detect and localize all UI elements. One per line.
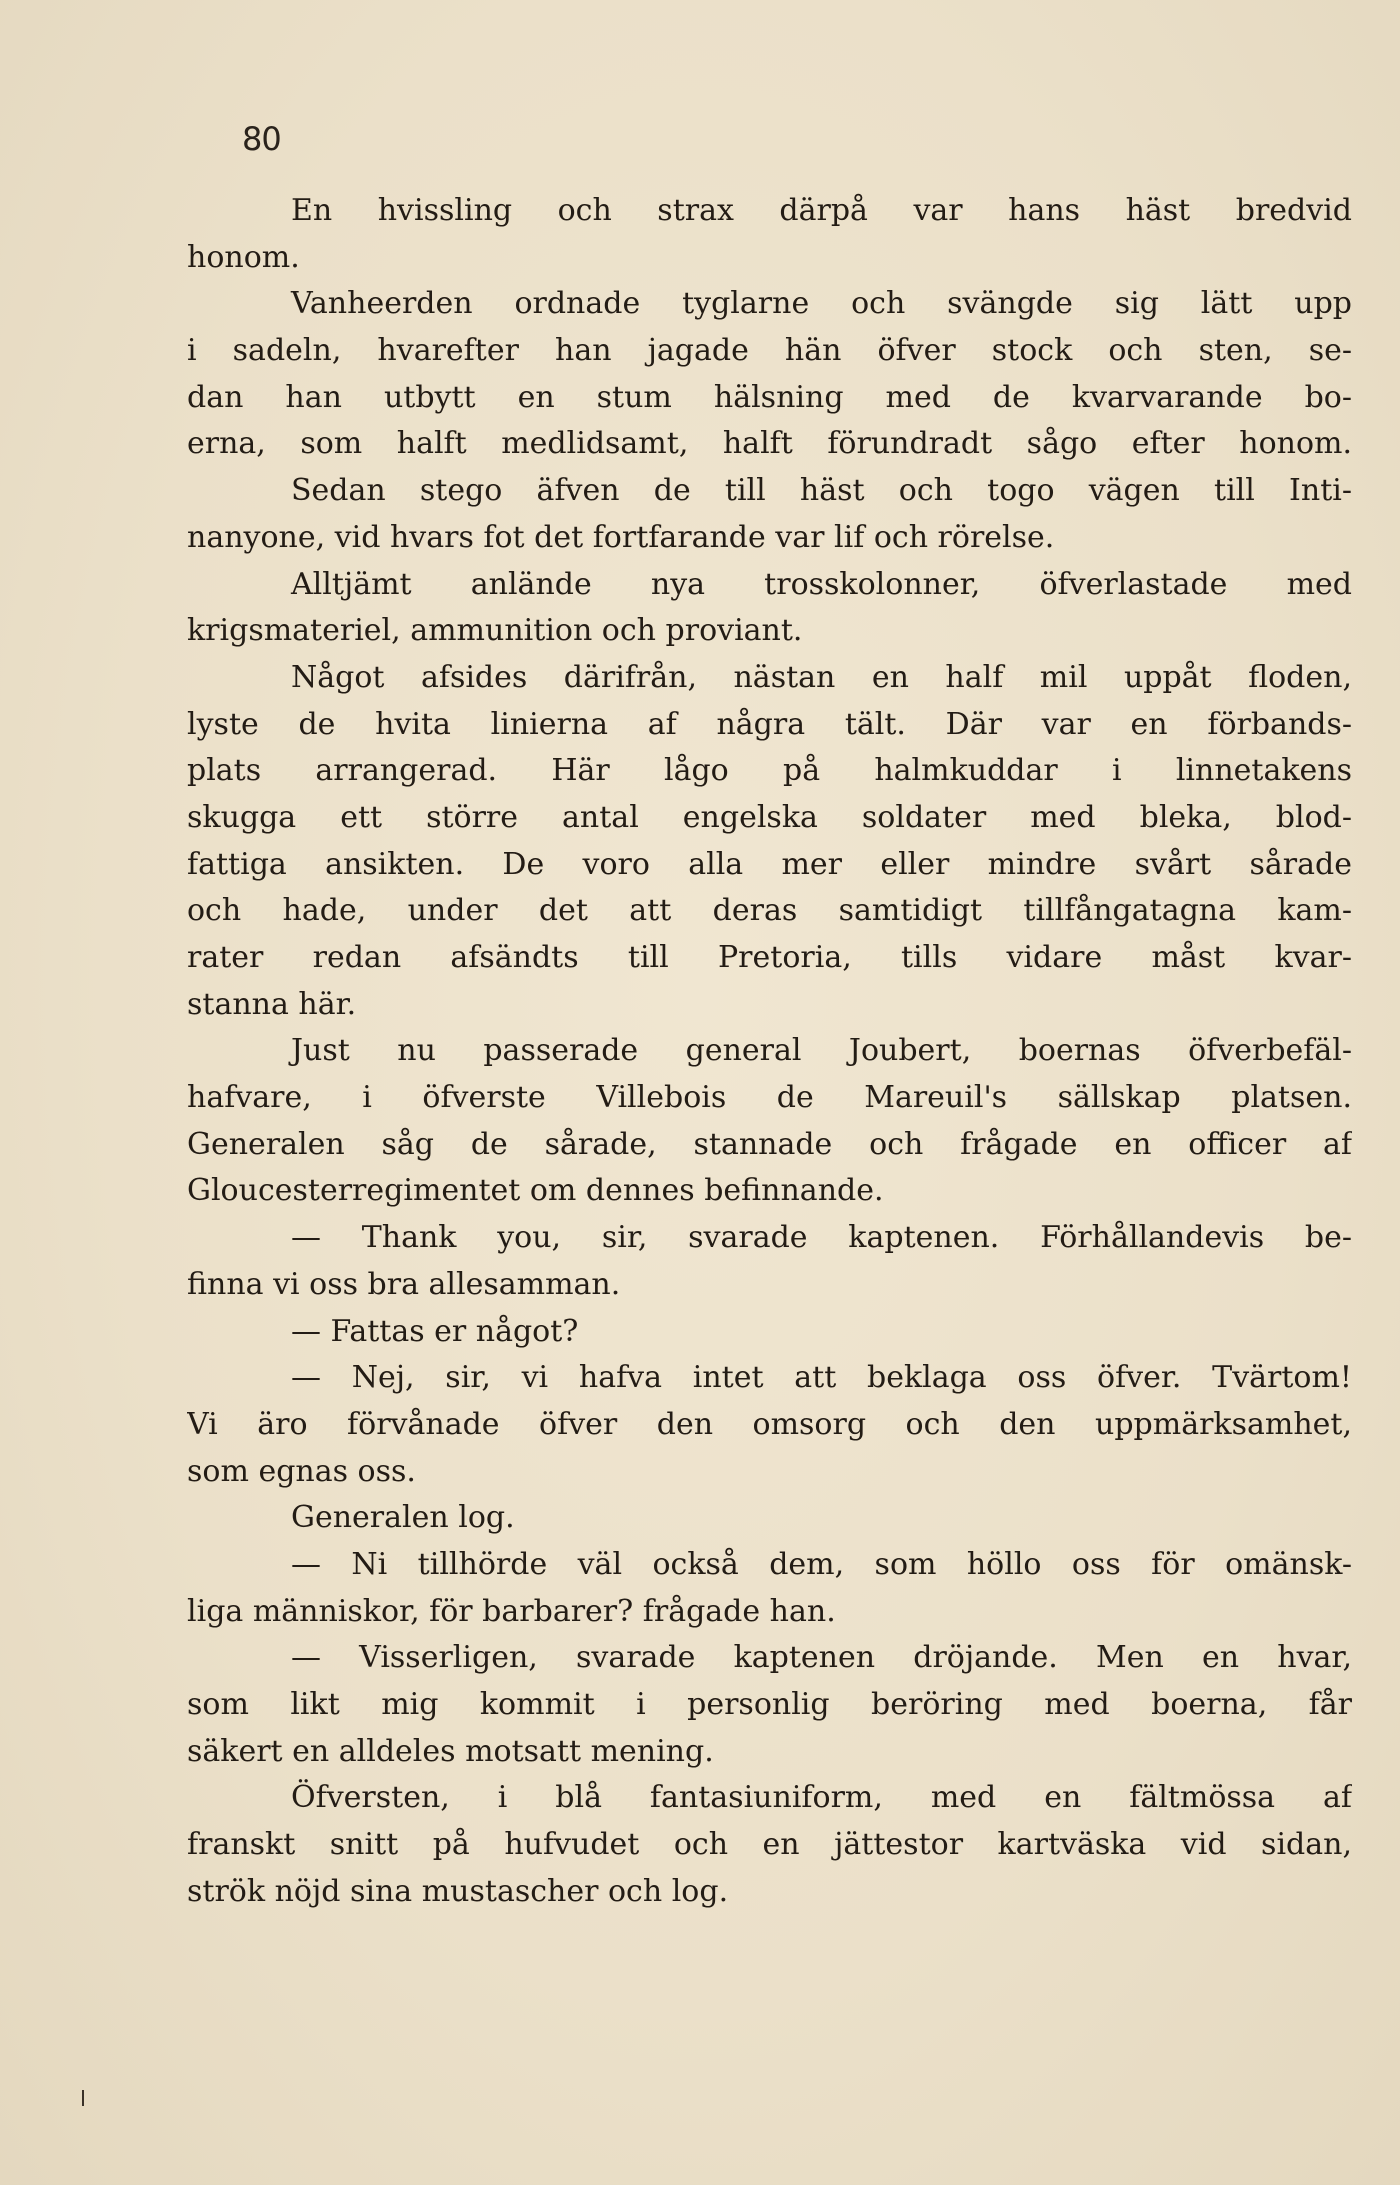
text-line: plats arrangerad. Här lågo på halmkuddar i linnetakens bbox=[187, 753, 1352, 789]
text-line: Vanheerden ordnade tyglarne och svängde sig lätt upp bbox=[291, 286, 1352, 322]
text-line: Öfversten, i blå fantasiuniform, med en fältmössa af bbox=[291, 1780, 1352, 1816]
text-line: Sedan stego äfven de till häst och togo vägen till Inti- bbox=[291, 473, 1352, 509]
text-line: — Visserligen, svarade kaptenen dröjande. Men en hvar, bbox=[291, 1640, 1352, 1676]
text-line: dan han utbytt en stum hälsning med de kvarvarande bo- bbox=[187, 379, 1352, 415]
text-line: — Nej, sir, vi hafva intet att beklaga oss öfver. Tvärtom! bbox=[291, 1360, 1352, 1396]
text-line: Generalen log. bbox=[291, 1500, 515, 1536]
text-line: och hade, under det att deras samtidigt tillfångatagna kam- bbox=[187, 893, 1352, 929]
text-line: erna, som halft medlidsamt, halft förundradt sågo efter honom. bbox=[187, 426, 1352, 462]
page-number: 80 bbox=[242, 120, 281, 158]
text-line: säkert en alldeles motsatt mening. bbox=[187, 1733, 714, 1769]
text-line: liga människor, för barbarer? frågade han. bbox=[187, 1593, 836, 1629]
text-line: hafvare, i öfverste Villebois de Mareuil's sällskap platsen. bbox=[187, 1080, 1352, 1116]
text-line: lyste de hvita linierna af några tält. Där var en förbands- bbox=[187, 706, 1352, 742]
text-line: strök nöjd sina mustascher och log. bbox=[187, 1873, 729, 1909]
text-line: finna vi oss bra allesamman. bbox=[187, 1266, 621, 1302]
text-line: En hvissling och strax därpå var hans häst bredvid bbox=[291, 193, 1352, 228]
text-line: nanyone, vid hvars fot det fortfarande var lif och rörelse. bbox=[187, 519, 1055, 555]
text-line: Alltjämt anlände nya trosskolonner, öfverlastade med bbox=[291, 566, 1352, 602]
text-line: — Thank you, sir, svarade kaptenen. Förhållandevis be- bbox=[291, 1220, 1352, 1256]
text-line: — Ni tillhörde väl också dem, som höllo oss för omänsk- bbox=[291, 1546, 1352, 1582]
text-line: fattiga ansikten. De voro alla mer eller mindre svårt sårade bbox=[187, 846, 1352, 882]
text-line: — Fattas er något? bbox=[291, 1313, 579, 1349]
text-line: franskt snitt på hufvudet och en jättestor kartväska vid sidan, bbox=[187, 1827, 1352, 1863]
text-line: skugga ett större antal engelska soldater med bleka, blod- bbox=[187, 799, 1352, 835]
text-line: stanna här. bbox=[187, 986, 357, 1022]
text-line: honom. bbox=[187, 239, 300, 275]
margin-mark bbox=[82, 2090, 84, 2106]
text-line: som likt mig kommit i personlig beröring med boerna, får bbox=[187, 1687, 1352, 1722]
text-line: som egnas oss. bbox=[187, 1453, 416, 1489]
text-line: Just nu passerade general Joubert, boernas öfverbefäl- bbox=[291, 1033, 1352, 1069]
text-line: Vi äro förvånade öfver den omsorg och den uppmärksamhet, bbox=[187, 1406, 1352, 1442]
text-line: i sadeln, hvarefter han jagade hän öfver stock och sten, se- bbox=[187, 333, 1352, 369]
text-line: Något afsides därifrån, nästan en half mil uppåt floden, bbox=[291, 659, 1352, 695]
text-line: Gloucesterregimentet om dennes befinnande. bbox=[187, 1173, 884, 1209]
body-text bbox=[187, 188, 1352, 1915]
text-line: krigsmateriel, ammunition och proviant. bbox=[187, 613, 803, 649]
text-line: rater redan afsändts till Pretoria, tills vidare måst kvar- bbox=[187, 940, 1352, 975]
text-line: Generalen såg de sårade, stannade och frågade en officer af bbox=[187, 1126, 1352, 1162]
